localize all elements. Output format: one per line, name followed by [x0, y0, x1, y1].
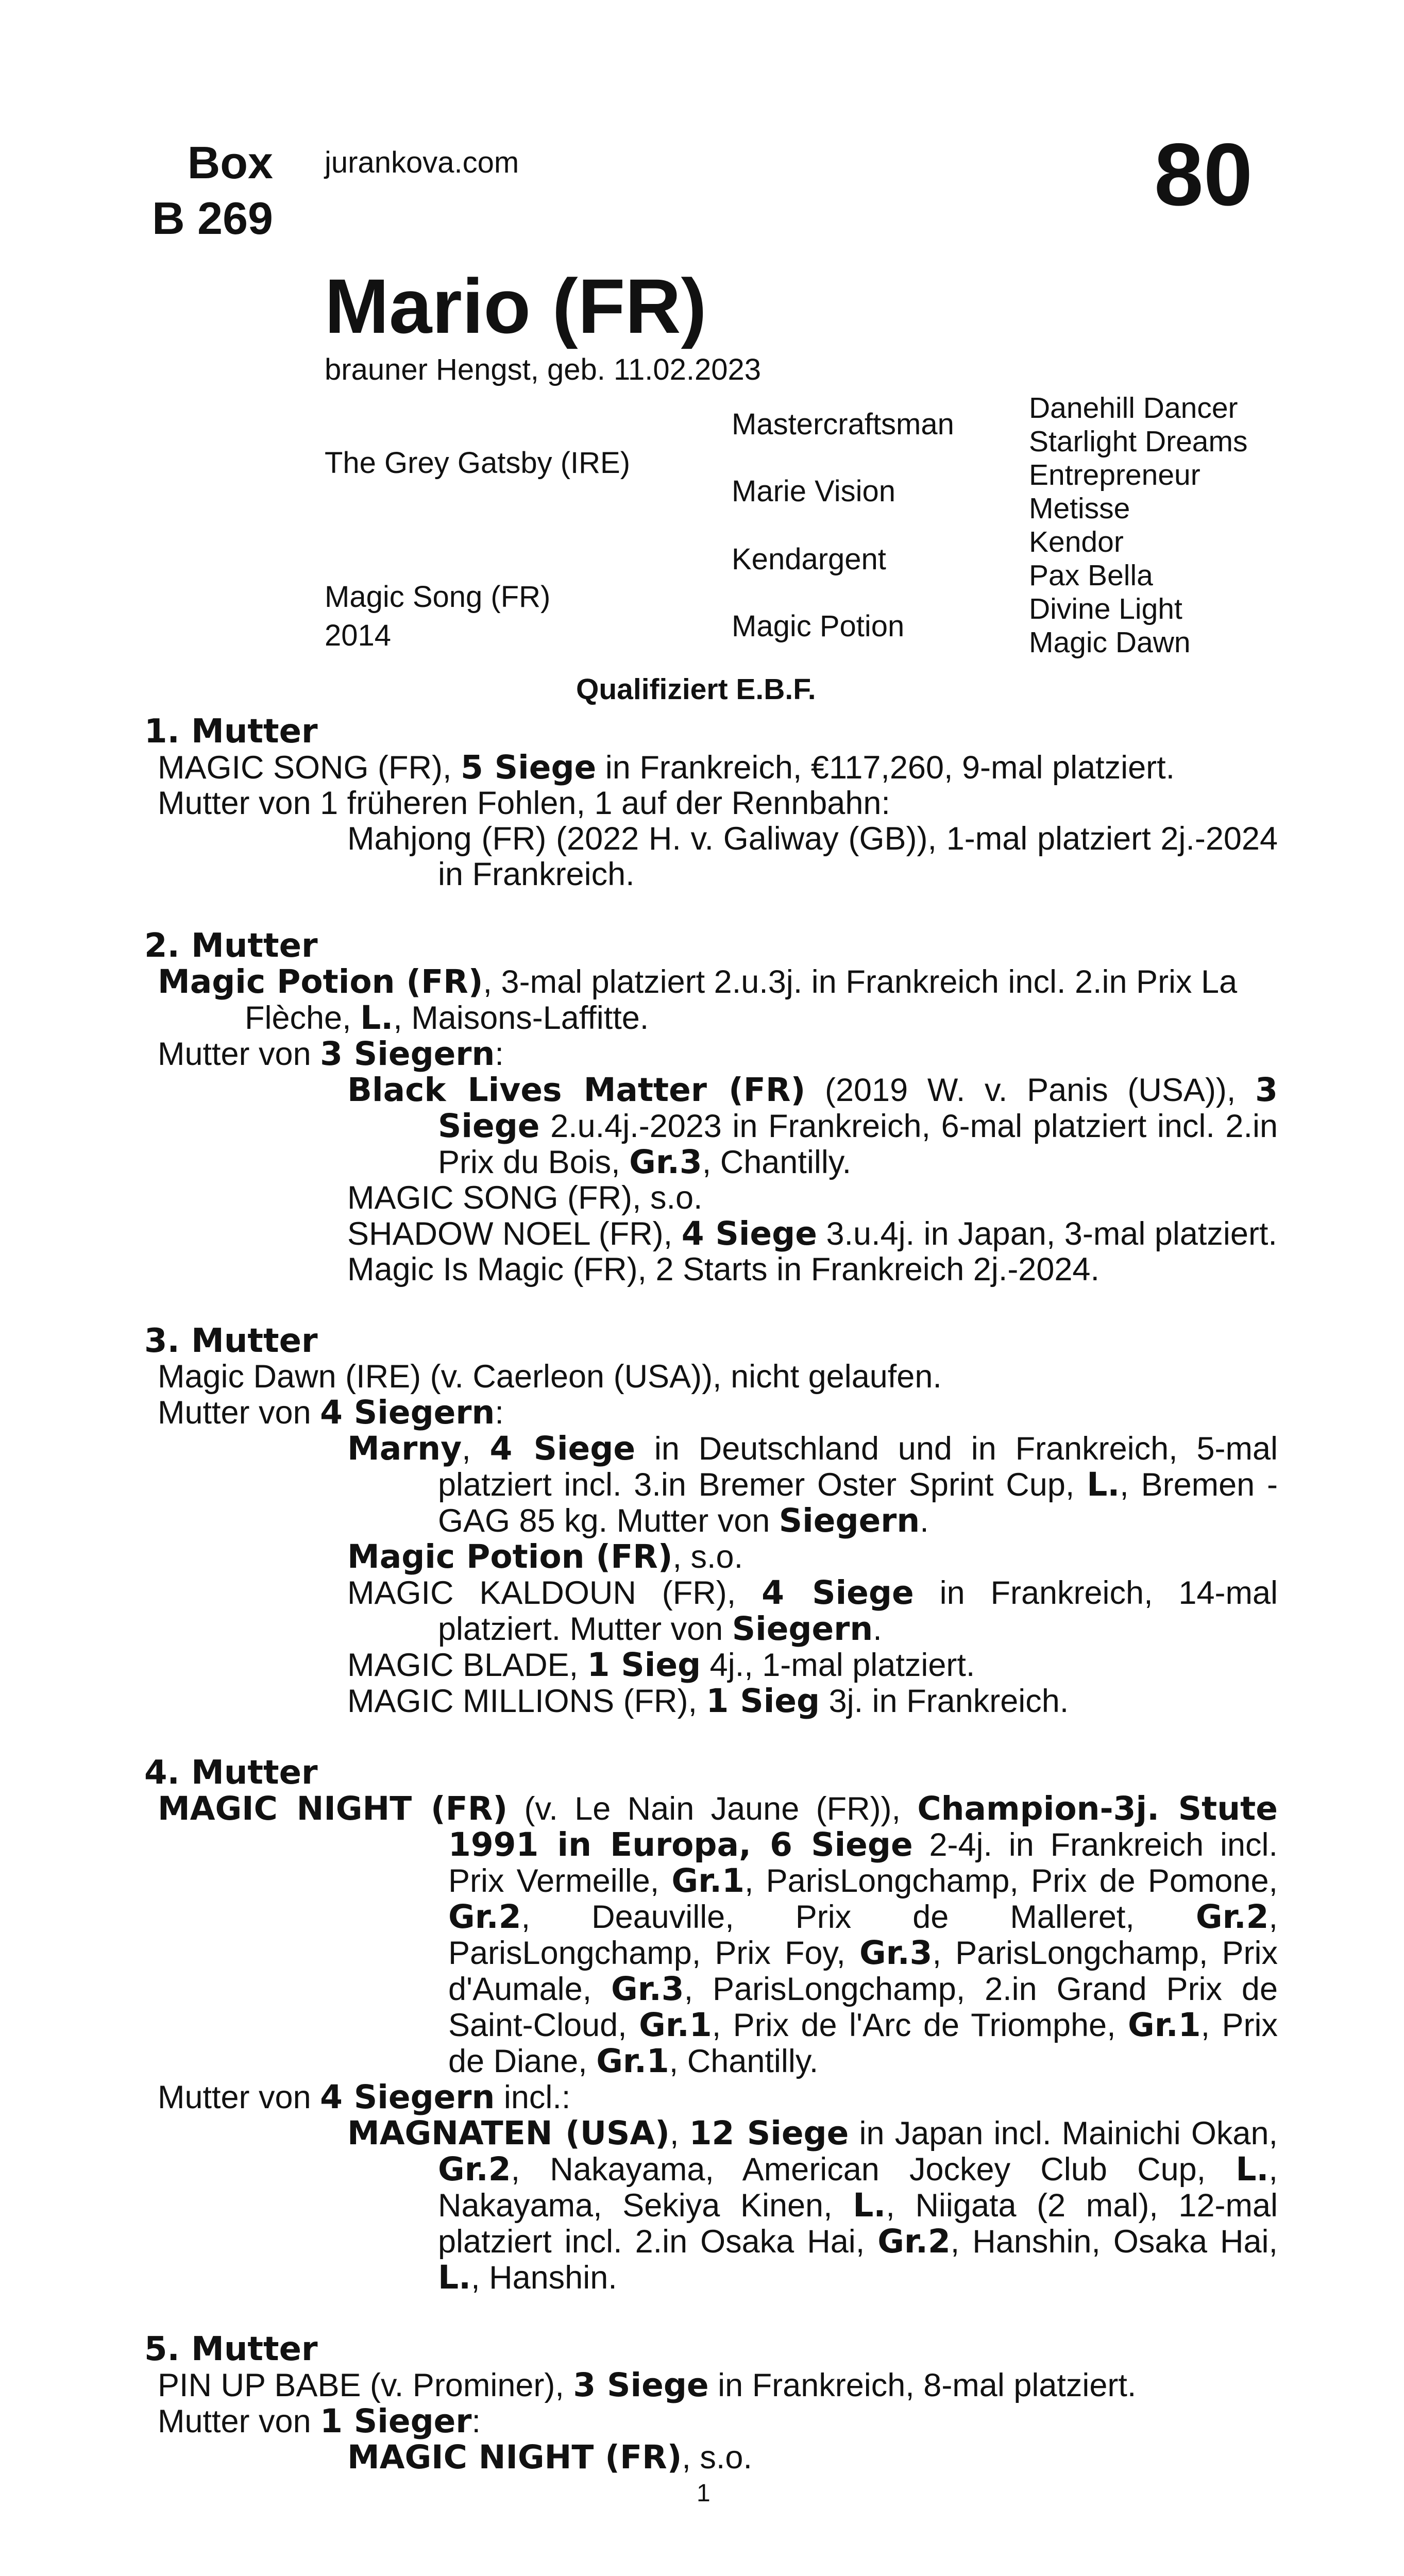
bold-text: 12 Siege: [689, 2114, 849, 2152]
text: , Nakayama, American Jockey Club Cup,: [511, 2151, 1236, 2188]
pedigree-sire: The Grey Gatsby (IRE): [325, 446, 631, 480]
bold-text: Gr.1: [596, 2042, 669, 2080]
box-label-text: Box: [187, 137, 273, 188]
text: MAGIC MILLIONS (FR),: [347, 1683, 706, 1719]
bold-text: 3 Siege: [438, 1071, 1278, 1145]
produce-line: [144, 2403, 1278, 2439]
bold-text: Siegern: [732, 1610, 873, 1648]
text: , s.o.: [672, 1539, 743, 1575]
bold-text: 4 Siege: [489, 1430, 636, 1467]
bold-text: 4 Siege: [681, 1215, 817, 1252]
section-title: 1. Mutter: [144, 713, 318, 751]
text: , Deauville, Prix de Malleret,: [521, 1899, 1196, 1935]
text: ,: [462, 1431, 490, 1467]
text: , Hanshin, Osaka Hai,: [950, 2224, 1278, 2260]
offspring-line: [144, 2115, 1278, 2296]
offspring-line: [144, 1683, 1278, 1719]
bold-text: Gr.1: [1127, 2006, 1201, 2044]
pedigree-g3-item: Starlight Dreams: [1029, 425, 1248, 458]
pedigree-g3-item: Entrepreneur: [1029, 459, 1200, 492]
text: , Prix de Diane,: [448, 2007, 1278, 2079]
site-url: jurankova.com: [325, 146, 519, 179]
text: , Nakayama, Sekiya Kinen,: [438, 2151, 1278, 2224]
text: 4j., 1-mal platziert.: [701, 1647, 975, 1683]
offspring-line: [144, 1431, 1278, 1539]
bold-text: 1 Sieger: [320, 2402, 472, 2440]
text: Mutter von: [158, 1036, 320, 1072]
bold-text: Gr.2: [1195, 1898, 1269, 1936]
produce-line: [144, 1395, 1278, 1431]
section-title: 2. Mutter: [144, 927, 318, 965]
bold-text: Gr.2: [438, 2150, 511, 2188]
text: 2.u.4j.-2023 in Frankreich, 6-mal platziert incl. 2.in Prix du Bois,: [438, 1108, 1278, 1180]
text: .: [920, 1503, 929, 1539]
section-title: 5. Mutter: [144, 2330, 318, 2368]
text: , Hanshin.: [471, 2260, 617, 2296]
pedigree-g3-item: Danehill Dancer: [1029, 392, 1238, 425]
text: , Prix de l'Arc de Triomphe,: [712, 2007, 1128, 2043]
text: :: [471, 2403, 481, 2439]
text: 3.u.4j. in Japan, 3-mal platziert.: [817, 1216, 1277, 1252]
pedigree-g3-item: Kendor: [1029, 526, 1124, 558]
text: in Frankreich, 14-mal platziert. Mutter von: [438, 1575, 1278, 1647]
text: , Bremen - GAG 85 kg. Mutter von: [438, 1467, 1278, 1539]
section-fifth-dam: [144, 2331, 1278, 2476]
text: Mutter von: [158, 2403, 320, 2439]
offspring-line: MAGIC SONG (FR), s.o.: [347, 1180, 703, 1216]
dam-line: [144, 964, 1278, 1036]
produce-line: [144, 2079, 1278, 2115]
dam-line: [144, 1791, 1278, 2079]
bold-text: L.: [853, 2187, 886, 2224]
text: , Chantilly.: [669, 2043, 819, 2079]
section-title: 4. Mutter: [144, 1754, 318, 1792]
dam-line: [144, 750, 1278, 786]
text: in Frankreich, €117,260, 9-mal platziert.: [596, 750, 1175, 786]
text: in Deutschland und in Frankreich, 5-mal platziert incl. 3.in Bremer Oster Sprint Cup,: [438, 1431, 1278, 1503]
text: , Chantilly.: [702, 1144, 852, 1180]
qualification: Qualifiziert E.B.F.: [576, 673, 816, 706]
bold-text: Gr.2: [877, 2223, 951, 2260]
bold-text: Siegern: [779, 1502, 920, 1539]
bold-text: L.: [438, 2259, 471, 2296]
offspring-line: [144, 1539, 1278, 1575]
pedigree-dam-year: 2014: [325, 619, 392, 652]
text: , ParisLongchamp, Prix Foy,: [448, 1899, 1278, 1971]
text: :: [495, 1036, 504, 1072]
offspring-line: [144, 2439, 1278, 2476]
bold-text: 3 Siegern: [320, 1035, 495, 1073]
bold-text: L.: [1087, 1466, 1120, 1503]
pedigree-dam-dam: Magic Potion: [732, 609, 905, 643]
text: in Frankreich, 8-mal platziert.: [708, 2367, 1137, 2403]
bold-text: Gr.3: [611, 1970, 684, 2008]
text: SHADOW NOEL (FR),: [347, 1216, 682, 1252]
text: , ParisLongchamp, Prix de Pomone,: [744, 1863, 1278, 1899]
bold-text: MAGNATEN (USA): [347, 2114, 670, 2152]
text: , ParisLongchamp, Prix d'Aumale,: [448, 1935, 1278, 2007]
text: in Japan incl. Mainichi Okan,: [849, 2115, 1278, 2151]
offspring-line: Mahjong (FR) (2022 H. v. Galiway (GB)), 1-mal platziert 2j.-2024 in Frankreich.: [347, 821, 1278, 892]
bold-text: 4 Siegern: [320, 2078, 495, 2116]
box-label: [103, 135, 273, 246]
bold-text: Marny: [347, 1430, 462, 1467]
bold-text: Gr.2: [448, 1898, 521, 1936]
text: MAGIC SONG (FR),: [158, 750, 461, 786]
text: PIN UP BABE (v. Prominer),: [158, 2367, 573, 2403]
pedigree-sire-dam: Marie Vision: [732, 474, 896, 508]
bold-text: Champion-3j. Stute 1991 in Europa, 6 Siege: [448, 1790, 1278, 1863]
offspring-line: [144, 1575, 1278, 1647]
bold-text: Magic Potion (FR): [158, 963, 483, 1001]
bold-text: Gr.1: [671, 1862, 745, 1900]
offspring-line: [144, 1647, 1278, 1683]
pedigree-sire-sire: Mastercraftsman: [732, 408, 954, 441]
box-number: B 269: [152, 193, 273, 244]
bold-text: L.: [360, 999, 394, 1037]
text: Mutter von: [158, 1395, 320, 1431]
pedigree-dam: Magic Song (FR): [325, 580, 551, 614]
bold-text: L.: [1236, 2150, 1269, 2188]
lot-number: 80: [1154, 125, 1253, 224]
pedigree-generation-3: [1029, 392, 1247, 659]
text: .: [873, 1611, 882, 1647]
family-content: [144, 714, 1278, 2511]
text: , Maisons-Laffitte.: [393, 1000, 649, 1036]
offspring-line: [144, 1072, 1278, 1180]
bold-text: 1 Sieg: [587, 1646, 701, 1684]
bold-text: Gr.3: [629, 1143, 702, 1181]
horse-name: Mario (FR): [325, 263, 707, 349]
bold-text: 4 Siegern: [320, 1394, 495, 1431]
text: (2019 W. v. Panis (USA)),: [805, 1072, 1256, 1108]
text: incl.:: [495, 2079, 571, 2115]
bold-text: MAGIC NIGHT (FR): [158, 1790, 508, 1827]
bold-text: 4 Siege: [762, 1574, 914, 1612]
text: Mutter von: [158, 2079, 320, 2115]
bold-text: 3 Siege: [573, 2366, 709, 2404]
text: MAGIC KALDOUN (FR),: [347, 1575, 762, 1611]
text: (v. Le Nain Jaune (FR)),: [508, 1791, 918, 1827]
bold-text: 1 Sieg: [706, 1682, 820, 1720]
dam-line: Magic Dawn (IRE) (v. Caerleon (USA)), nicht gelaufen.: [158, 1359, 942, 1395]
dam-line: [144, 2367, 1278, 2403]
section-first-dam: [144, 714, 1278, 892]
text: ,: [669, 2115, 689, 2151]
bold-text: 5 Siege: [460, 749, 597, 786]
bold-text: Black Lives Matter (FR): [347, 1071, 806, 1109]
pedigree-dam-sire: Kendargent: [732, 543, 886, 576]
text: , s.o.: [682, 2439, 752, 2476]
produce-line: Mutter von 1 früheren Fohlen, 1 auf der Rennbahn:: [158, 785, 890, 821]
text: MAGIC BLADE,: [347, 1647, 587, 1683]
bold-text: Gr.3: [859, 1934, 933, 1972]
pedigree-g3-item: Pax Bella: [1029, 559, 1153, 592]
section-third-dam: [144, 1323, 1278, 1719]
text: , ParisLongchamp, 2.in Grand Prix de Saint-Cloud,: [448, 1971, 1278, 2043]
section-fourth-dam: [144, 1755, 1278, 2296]
page-number: 1: [697, 2480, 711, 2507]
text: 3j. in Frankreich.: [820, 1683, 1069, 1719]
section-second-dam: [144, 928, 1278, 1287]
produce-line: [144, 1036, 1278, 1072]
text: 2-4j. in Frankreich incl. Prix Vermeille,: [448, 1827, 1278, 1899]
section-title: 3. Mutter: [144, 1322, 318, 1360]
text: , 3-mal platziert 2.u.3j. in Frankreich incl. 2.in Prix La Flèche,: [245, 964, 1238, 1036]
pedigree-g3-item: Metisse: [1029, 492, 1130, 525]
offspring-line: Magic Is Magic (FR), 2 Starts in Frankreich 2j.-2024.: [347, 1251, 1099, 1287]
pedigree-g3-item: Divine Light: [1029, 592, 1182, 625]
offspring-line: [144, 1216, 1278, 1252]
bold-text: Magic Potion (FR): [347, 1538, 673, 1575]
text: :: [495, 1395, 504, 1431]
horse-description: brauner Hengst, geb. 11.02.2023: [325, 353, 762, 386]
bold-text: MAGIC NIGHT (FR): [347, 2438, 682, 2476]
bold-text: Gr.1: [639, 2006, 712, 2044]
text: , Niigata (2 mal), 12-mal platziert incl. 2.in Osaka Hai,: [438, 2188, 1278, 2260]
pedigree-g3-item: Magic Dawn: [1029, 626, 1191, 659]
